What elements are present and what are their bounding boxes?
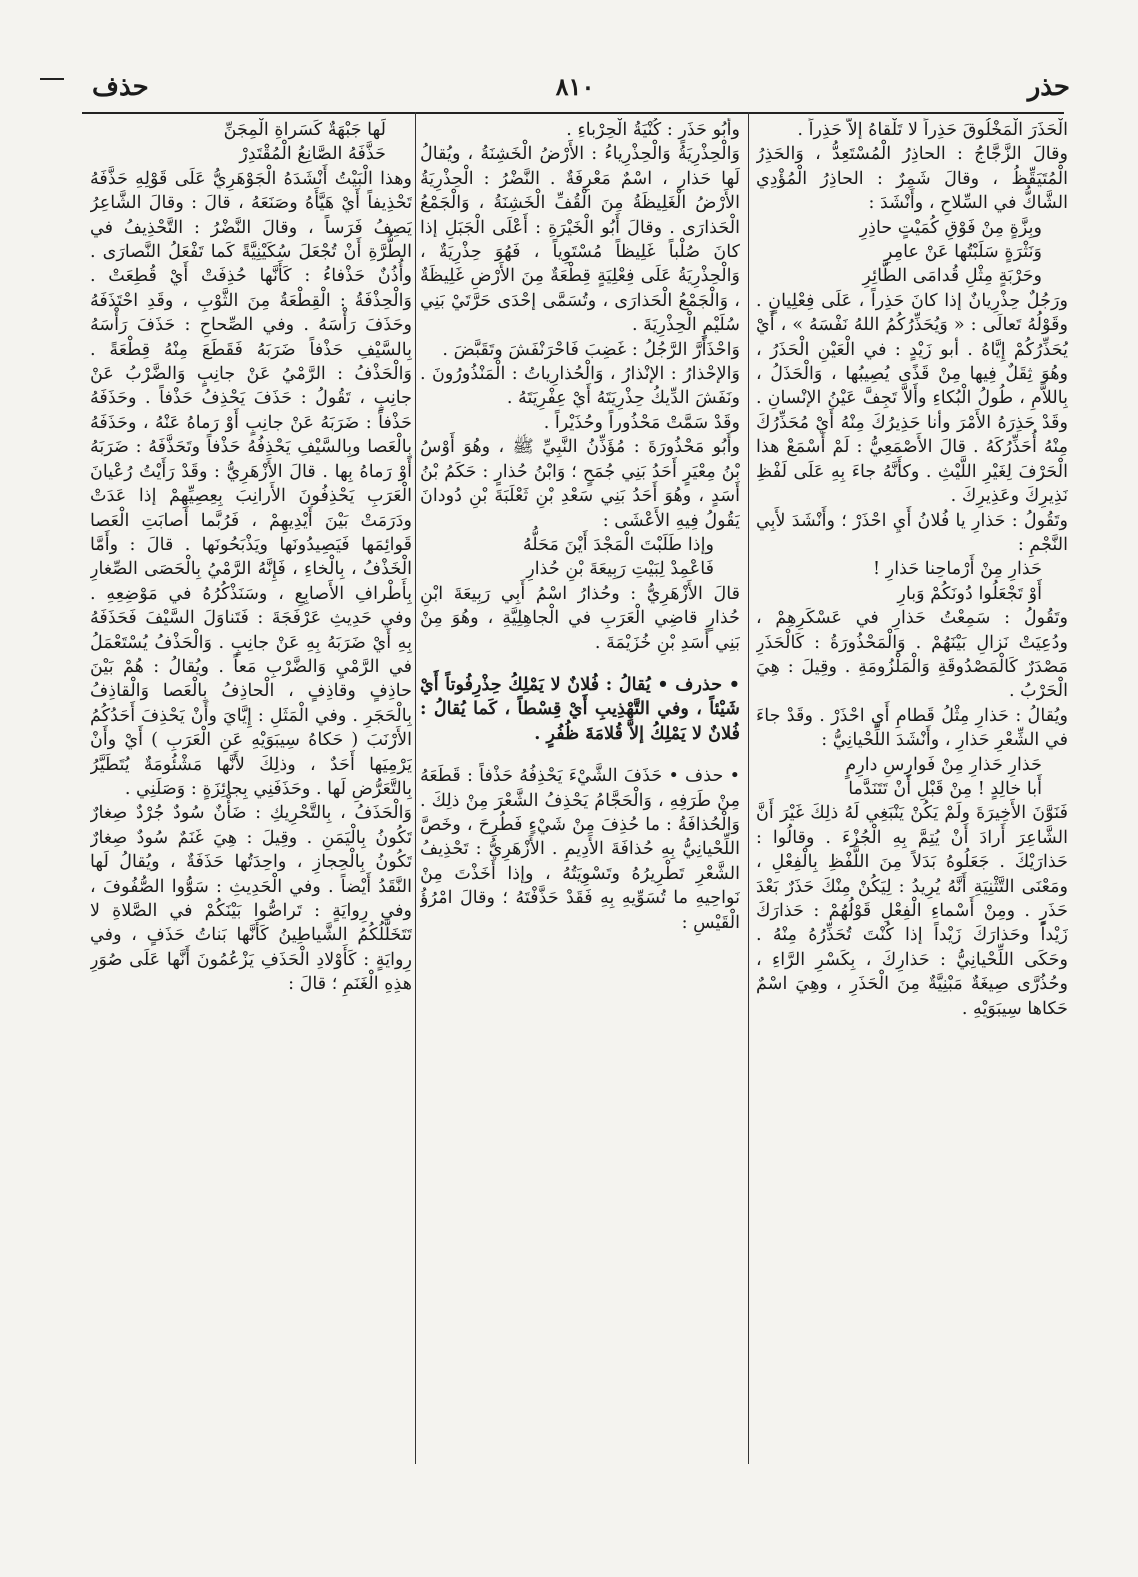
column-middle [420, 118, 740, 1463]
verse-line: حَذارِ حَذارِ مِنْ فَوارِسِ دارِمٍ [845, 754, 1042, 775]
header-rule [82, 112, 1064, 114]
paragraph: وَالإحْذارُ : الإنْذارُ ، وَالْحُذارِياتُ : الْمَنْذُورُونَ . ونَفَشَ الدِّيكُ حِذْرِيَتَهُ أَيْ عِفْرِيَتَهُ . [420, 364, 740, 409]
verse-line: لَها جَبْهَةٌ كَسَراةِ الْمِجَنِّ [223, 120, 386, 140]
column-divider-left [415, 112, 416, 1464]
entry-gap [420, 655, 740, 673]
column-divider-right [748, 112, 749, 1464]
running-head-right: حذر [1027, 72, 1070, 102]
verse-line: حَذارِ مِنْ أَرْماحِنا حَذارِ ! [873, 559, 1042, 580]
paragraph: الْحَذَرَ الْمَخْلُوقَ حَذِراً لا تَلْقاهُ إلاَّ حَذِراً . [797, 120, 1068, 140]
paragraph: وَاحْذَأَرَّ الرَّجُلُ : غَضِبَ فَاحْرَنْفَشَ وتَقَبَّضَ . [442, 339, 740, 360]
paragraph: قالَ الأَزْهَرِيُّ : وحُذارُ اسْمُ أَبِي رَبِيعَةَ ابْنِ حُذارٍ قاضِي الْعَرَبِ في الْجاهِلِيَّةِ ، وهُوَ مِنْ بَنِي أَسَدِ بْنِ خُزَيْمَةَ . [420, 583, 740, 653]
edge-mark [40, 78, 64, 80]
verse-line: حَذَّفَهُ الصَّانِعُ الْمُقْتَدِرْ [239, 144, 386, 165]
verse-line: وحَرْبَةٍ مِثْلِ قُدامَى الطَّائِرِ [862, 266, 1042, 287]
paragraph: وَالْحَذَفُ ، بِالتَّحْرِيكِ : ضَأْنٌ سُودٌ جُرْدٌ صِغارٌ تَكُونُ بِالْيَمَنِ . وقِيلَ : هِيَ غَنَمٌ سُودٌ صِغارٌ تَكُونُ بِالْحِجازِ ، واحِدَتُها حَذَفَةٌ ، ويُقالُ لَها النَّقَدُ أَيْضاً . وفي الْحَدِيثِ : سَوُّوا الصُّفُوفَ ، وفي رِوايَةٍ : تَراصُّوا بَيْنَكُمْ في الصَّلاةِ لا تَتَخَلَّلُكُمُ الشَّياطِينُ كَأَنَّها بَناتُ حَذَفٍ ، وفي رِوايَةٍ : كَأَوْلادِ الْحَذَفِ يَزْعُمُونَ أَنَّها عَلَى صُوَرِ هذِهِ الْغَنَمِ ؛ قالَ : [90, 803, 412, 995]
paragraph: ورَجُلٌ حِذْرِيانٌ إذا كانَ حَذِراً ، عَلَى فِعْلِيانٍ . وقَوْلُهُ تَعالَى : « وَيُحَذِّرُكُمُ اللهُ نَفْسَهُ » ، أَيْ يُحَذِّرُكُمْ إِيَّاهُ . أبو زَيْدٍ : في الْعَيْنِ الْحَذَرُ ، وهُوَ ثِقَلٌ فِيها مِنْ قَذًى يُصِيبُها ، وَالْحَذَلُ ، بِاللاَّمِ ، طُولُ الْبُكاءِ وأَلاَّ تَجِفَّ عَيْنُ الإنْسانِ . وقَدْ حَذِرَهُ الأَمْرَ وأنا حَذِيرُكَ مِنْهُ أَيْ مُحَذِّرُكَ مِنْهُ أُحَذِّرُكَهُ . قالَ الأَصْمَعِيُّ : لَمْ أَسْمَعْ هذا الْحَرْفَ لِغَيْرِ اللَّيْثِ . وكأَنَّهُ جاءَ بِهِ عَلَى لَفْظِ نَذِيرِكَ وعَذِيرِكَ . [756, 290, 1068, 507]
paragraph: فَنَوَّنَ الأَخِيرَةَ ولَمْ يَكُنْ يَنْبَغِي لَهُ ذلِكَ غَيْرَ أَنَّ الشَّاعِرَ أَرادَ أَنْ يُتِمَّ بِهِ الْجُزْءَ . وقالُوا : حَذارَيْكَ . جَعَلُوهُ بَدَلاً مِنَ اللَّفْظِ بِالْفِعْلِ ، ومَعْنَى التَّثْنِيَةِ أَنَّهُ يُرِيدُ : لِيَكُنْ مِنْكَ حَذَرٌ بَعْدَ حَذَرٍ . ومِنْ أَسْماءِ الْفِعْلِ قَوْلُهُمْ : حَذارَكَ زَيْداً وحَذارَكَ زَيْداً إذا كُنْتَ تُحَذِّرُهُ مِنْهُ . وحَكَى اللِّحْيانِيُّ : حَذارِكَ ، بِكَسْرِ الرَّاءِ ، وحُذُرَّى صِيغَةٌ مَبْنِيَّةٌ مِنَ الْحَذَرِ ، وهِيَ اسْمٌ حَكاها سِيبَوَيْهِ . [756, 803, 1068, 1019]
entry-hadhraf: • حذرف • يُقالُ : فُلانٌ لا يَمْلِكُ حِذْرِفُوتاً أَيْ شَيْئاً ، وفي التَّهْذِيبِ أَيْ قِسْطاً ، كَما يُقالُ : فُلانٌ لا يَمْلِكُ إلاَّ قُلامَةَ ظُفُرٍ . [420, 673, 740, 744]
verse-line: أَبا خالِدٍ ! مِنْ قَبْلِ أَنْ تَتَنَدَّما [848, 778, 1042, 799]
verse-line: وَنَثْرَةٍ سَلَبْتُها عَنْ عامِرِ [884, 242, 1042, 263]
paragraph: وأَبُو مَحْذُورَةَ : مُؤَذِّنُ النَّبِيِّ ﷺ ، وهُوَ أَوْسُ بْنُ مِعْيَرٍ أَحَدُ بَنِي جُمَحٍ ؛ وَابْنُ حُذارٍ : حَكَمُ بْنُ أَسَدٍ ، وهُوَ أَحَدُ بَنِي سَعْدِ بْنِ ثَعْلَبَةَ بْنِ دُودانَ يَقُولُ فِيهِ الأَعْشَى : [420, 437, 740, 531]
verse-line: وبِزَّةٍ مِنْ فَوْقِ كُمَيْتٍ حاذِرِ [859, 217, 1042, 238]
entry-gap [420, 746, 740, 764]
paragraph: وقالَ الزَّجَّاجُ : الحاذِرُ الْمُسْتَعِدُّ ، وَالحَذِرُ الْمُتَيَقِّظُ ، وقالَ شَمِرٌ : الحاذِرُ الْمُؤْدِي الشَّاكُّ في السِّلاحِ ، وأَنْشَدَ : [756, 144, 1068, 214]
paragraph: وهذا الْبَيْتُ أَنْشَدَهُ الْجَوْهَرِيُّ عَلَى قَوْلِهِ حَذَّفَهُ تَحْذِيفاً أَيْ هَيَّأَهُ وصَنَعَهُ ، قالَ : وقالَ الشَّاعِرُ يَصِفُ فَرَساً ، وقالَ النَّضْرُ : التَّحْذِيفُ في الطُّرَّةِ أَنْ تُجْعَلَ سُكَيْنِيَّةً كَما تَفْعَلُ النَّصارَى . وأُذُنٌ حَذْفاءُ : كَأَنَّها حُذِفَتْ أَيْ قُطِعَتْ . وَالْحِذْفَةُ : الْقِطْعَةُ مِنَ الثَّوْبِ ، وقَدِ احْتَذَفَهُ وحَذَفَ رَأْسَهُ . وفي الصِّحاحِ : حَذَفَ رَأْسَهُ بِالسَّيْفِ حَذْفاً ضَرَبَهُ فَقَطَعَ مِنْهُ قِطْعَةً . وَالْحَذْفُ : الرَّمْيُ عَنْ جانِبٍ وَالضَّرْبُ عَنْ جانِبٍ ، تَقُولُ : حَذَفَ يَحْذِفُ حَذْفاً . وحَذَفَهُ حَذْفاً : ضَرَبَهُ عَنْ جانِبٍ أَوْ رَماهُ عَنْهُ ، وحَذَفَهُ بِالْعَصا وبِالسَّيْفِ يَحْذِفُهُ حَذْفاً وتَحَذَّفَهُ : ضَرَبَهُ أَوْ رَماهُ بِها . قالَ الأَزْهَرِيُّ : وقَدْ رَأَيْتُ رُعْيانَ الْعَرَبِ يَحْذِفُونَ الأَرانِبَ بِعِصِيِّهِمْ إذا عَدَتْ ودَرَمَتْ بَيْنَ أَيْدِيهِمْ ، فَرُبَّما أَصابَتِ الْعَصا قَوائِمَها فَيَصِيدُونَها ويَذْبَحُونَها . قالَ : وأَمَّا الْخَذْفُ ، بِالْخاءِ ، فَإِنَّهُ الرَّمْيُ بِالْحَصَى الصِّغارِ بِأَطْرافِ الأَصابِعِ ، وسَنَذْكُرُهُ في مَوْضِعِهِ . وفي حَدِيثِ عَرْفَجَةَ : فَتَناوَلَ السَّيْفَ فَحَذَفَهُ بِهِ أَيْ ضَرَبَهُ بِهِ عَنْ جانِبٍ . وَالْحَذْفُ يُسْتَعْمَلُ في الرَّمْيِ وَالضَّرْبِ مَعاً . ويُقالُ : هُمْ بَيْنَ حاذِفٍ وقاذِفٍ ، الْحاذِفُ بِالْعَصا وَالْقاذِفُ بِالْحَجَرِ . وفي الْمَثَلِ : إِيَّايَ وأَنْ يَحْذِفَ أَحَدُكُمُ الأَرْنَبَ ( حَكاهُ سِيبَوَيْهِ عَنِ الْعَرَبِ ) أَيْ وأَنْ يَرْمِيَها أَحَدٌ ، وذلِكَ لأَنَّها مَشْئُومَةٌ يُتَطَيَّرُ بِالتَّعَرُّضِ لَها . وحَذَفَنِي بِجائِزَةٍ : وَصَلَنِي . [90, 168, 412, 799]
verse-line: وإذا طَلَبْتَ الْمَجْدَ أَيْنَ مَحَلُّهُ [522, 534, 714, 555]
paragraph: وأَبُو حَذَرٍ : كُنْيَةُ الْحِرْباءِ . [566, 120, 740, 140]
verse-line: فَاعْمِدْ لِبَيْتِ رَبِيعَةَ بْنِ حُذارِ [526, 559, 714, 580]
paragraph: وتَقُولُ : حَذارِ يا فُلانُ أَيِ احْذَرْ ؛ وأَنْشَدَ لأَبِي النَّجْمِ : [756, 510, 1068, 555]
page-number: ٨١٠ [555, 72, 595, 101]
verse-line: أَوْ تَجْعَلُوا دُونَكُمْ وَبارِ [897, 583, 1042, 604]
paragraph: ويُقالُ : حَذارِ مِثْلُ قَطامِ أَيِ احْذَرْ . وقَدْ جاءَ في الشِّعْرِ حَذارِ ، وأَنْشَدَ اللِّحْيانِيُّ : [756, 705, 1068, 751]
column-left [90, 118, 412, 1463]
paragraph: وَالْحِذْرِيَةُ وَالْحِذْرِياءُ : الأَرْضُ الْخَشِنَةُ ، ويُقالُ لَها حَذارِ ، اسْمٌ مَعْرِفَةٌ . النَّضْرُ : الْحِذْرِيَةُ الأَرْضُ الْغَلِيظَةُ مِنَ الْقُفِّ الْخَشِنَةُ ، وَالْجَمْعُ الْحَذارَى . وقالَ أَبُو الْخَيْرَةِ : أَعْلَى الْجَبَلِ إذا كانَ صُلْباً غَلِيظاً مُسْتَوِياً ، فَهُوَ حِذْرِيَةٌ ، وَالْحِذْرِيَةُ عَلَى فِعْلِيَةٍ قِطْعَةٌ مِنَ الأَرْضِ غَلِيظَةٌ ، وَالْجَمْعُ الْحَذارَى ، وتُسَمَّى إحْدَى حَرَّتَيْ بَنِي سُلَيْمٍ الْحِذْرِيَةَ . [420, 144, 740, 336]
running-head-left: حذف [92, 72, 149, 102]
paragraph: وقَدْ سَمَّتْ مَحْذُوراً وحُذَيْراً . [543, 412, 740, 433]
paragraph: وتَقُولُ : سَمِعْتُ حَذارِ في عَسْكَرِهِمْ ، ودُعِيَتْ نَزالِ بَيْنَهُمْ . وَالْمَحْذُورَةُ : كَالْحَذَرِ مَصْدَرٌ كَالْمَصْدُوقَةِ وَالْمَلْزُومَةِ . وقِيلَ : هِيَ الْحَرْبُ . [756, 608, 1068, 702]
entry-hadhf: • حذف • حَذَفَ الشَّيْءَ يَحْذِفُهُ حَذْفاً : قَطَعَهُ مِنْ طَرَفِهِ ، وَالْحَجَّامُ يَحْذِفُ الشَّعْرَ مِنْ ذلِكَ . وَالْحُذافَةُ : ما حُذِفَ مِنْ شَيْءٍ فَطُرِحَ ، وخَصَّ اللِّحْيانِيُّ بِهِ حُذافَةَ الأَدِيمِ . الأَزْهَرِيُّ : تَحْذِيفُ الشَّعْرِ تَطْرِيرُهُ وتَسْوِيَتُهُ ، وإذا أَخَذْتَ مِنْ نَواحِيهِ ما تُسَوِّيهِ بِهِ فَقَدْ حَذَّفْتَهُ ؛ وقالَ امْرُؤُ الْقَيْسِ : [420, 766, 740, 933]
column-right [756, 118, 1068, 1463]
